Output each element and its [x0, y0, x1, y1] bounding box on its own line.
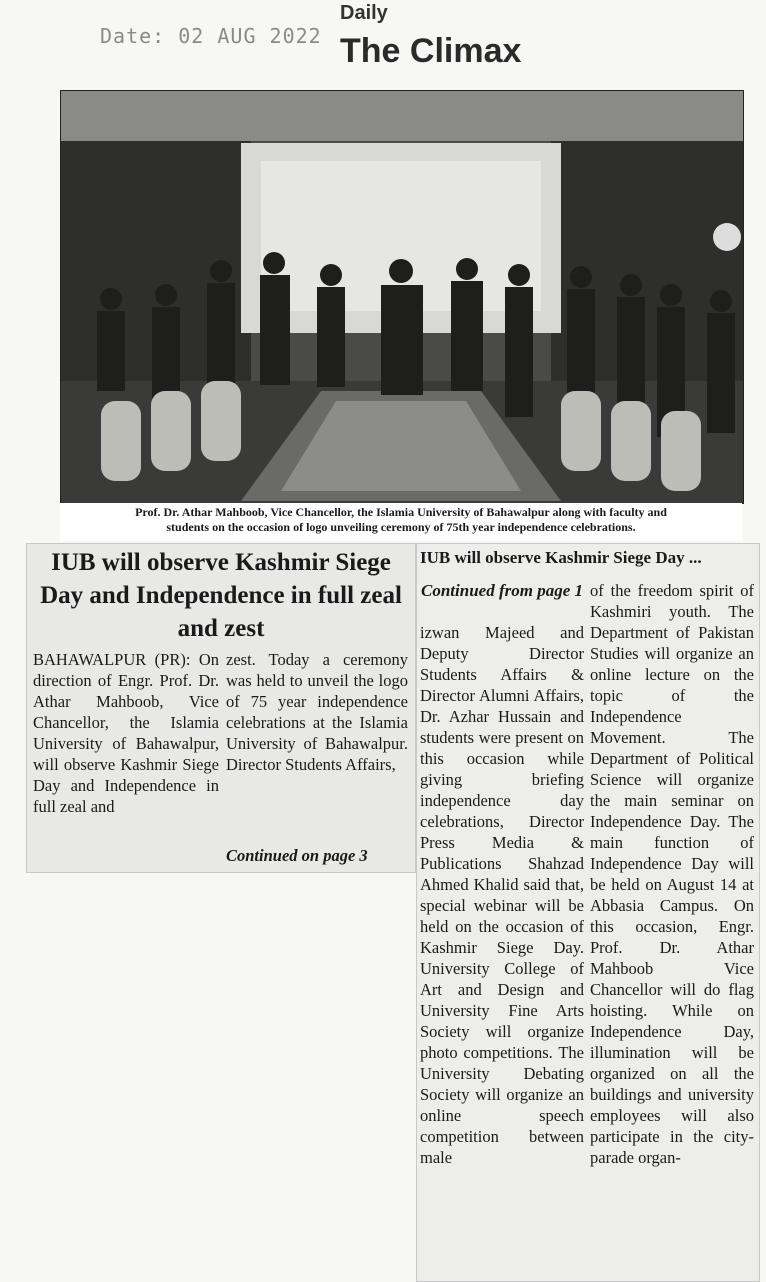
- article2-column2: of the freedom spirit of Kashmiri youth. The Department of Pakistan Studies will organize an online lecture on the topic of the Independence Movement. The Department of Political Science will organize the main seminar on Independence Day. The main function of Independence Day will be held on August 14 at Abbasia Campus. On this occasion, Engr. Prof. Dr. Athar Mahboob Vice Chancellor will do flag hoisting. While on Independence Day, illumination will be organized on all the buildings and university employees will also participate in the city-parade organ-: [590, 581, 754, 1167]
- article1-column2: zest. Today a ceremony was held to unveil the logo of 75 year independence celebrations at the Islamia University of Bahawalpur. Director Students Affairs,: [226, 650, 408, 774]
- article1-continued-note: Continued on page 3: [226, 846, 368, 865]
- publication-label: Daily: [340, 2, 388, 24]
- article2-continued-note: Continued from page 1: [421, 581, 583, 600]
- article1-headline: IUB will observe Kashmir Siege Day and Independence in full zeal and zest: [40, 549, 402, 642]
- article1-column1: BAHAWALPUR (PR): On direction of Engr. Prof. Dr. Athar Mahboob, Vice Chancellor, the Islamia University of Bahawalpur, will observe Kashmir Siege Day and Independence in full zeal and: [33, 650, 219, 816]
- article2-headline: IUB will observe Kashmir Siege Day ...: [420, 548, 702, 567]
- article2-column1: izwan Majeed and Deputy Director Students Affairs & Director Alumni Affairs, Dr. Azhar Hussain and students were present on this occasion while giving briefing independence day celebrations, Director Press Media & Publications Shahzad Ahmed Khalid said that, special webinar will be held on the occasion of Kashmir Siege Day. University College of Art and Design and University Fine Arts Society will organize photo competitions. The University Debating Society will organize an online speech competition between male: [420, 623, 584, 1167]
- publication-name: The Climax: [340, 32, 522, 70]
- photo-caption: [60, 503, 742, 541]
- photo-caption-line2: students on the occasion of logo unveiling ceremony of 75th year independence celebrations.: [166, 520, 636, 534]
- photo-caption-line1: Prof. Dr. Athar Mahboob, Vice Chancellor, the Islamia University of Bahawalpur along with faculty and: [135, 505, 667, 519]
- clipping-date: Date: 02 AUG 2022: [100, 24, 322, 48]
- ceremony-photo: [60, 90, 744, 504]
- ceremony-photo-illustration: [61, 91, 743, 503]
